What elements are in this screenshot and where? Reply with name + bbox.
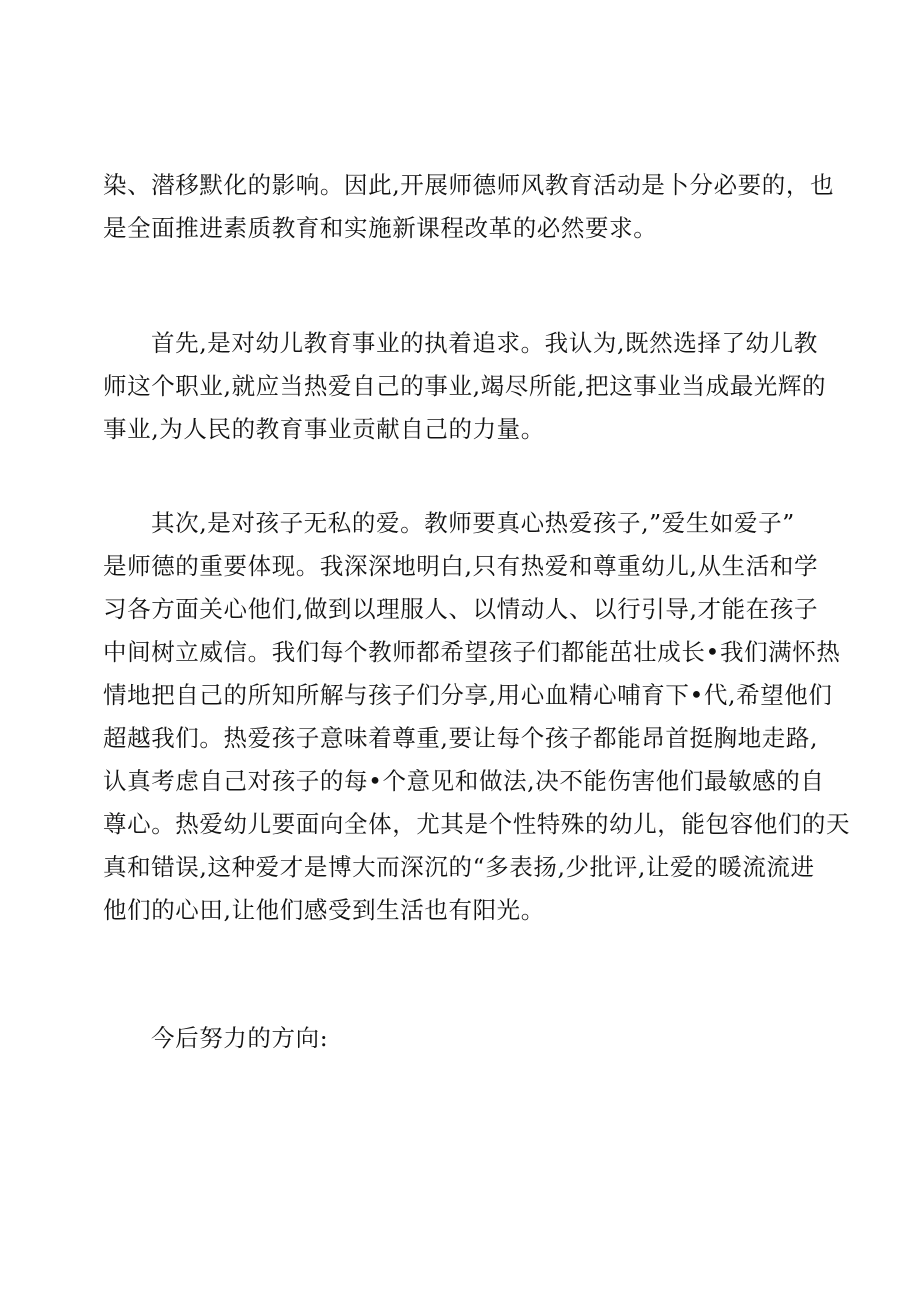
text-line: 习各方面关心他们,做到以理服人、以情动人、以行引导,才能在孩子 <box>103 595 819 623</box>
section-heading: 今后努力的方向: <box>151 1024 329 1052</box>
text-line: 是全面推进素质教育和实施新课程改革的必然要求。 <box>103 214 658 242</box>
text-line: 是师德的重要体现。我深深地明白,只有热爱和尊重幼儿,从生活和学 <box>103 552 819 580</box>
text-line: 情地把自己的所知所解与孩子们分享,用心血精心哺育下•代,希望他们 <box>103 681 833 709</box>
text-line: 染、潜移默化的影响。因此,开展师德师风教育活动是卜分必要的，也 <box>103 171 835 199</box>
text-line: 认真考虑自己对孩子的每•个意见和做法,决不能伤害他们最敏感的自 <box>103 767 825 795</box>
text-line: 尊心。热爱幼儿要面向全体，尤其是个性特殊的幼儿，能包容他们的天 <box>103 810 851 838</box>
text-line: 真和错误,这种爱才是博大而深沉的“多表扬,少批评,让爱的暖流流进 <box>103 853 815 881</box>
text-line: 首先,是对幼儿教育事业的执着追求。我认为,既然选择了幼儿教 <box>151 329 818 357</box>
text-line: 师这个职业,就应当热爱自己的事业,竭尽所能,把这事业当成最光辉的 <box>103 372 827 400</box>
text-line: 他们的心田,让他们感受到生活也有阳光。 <box>103 896 545 924</box>
paragraph-2 <box>103 322 827 451</box>
text-line: 超越我们。热爱孩子意味着尊重,要让每个孩子都能昂首挺胸地走路, <box>103 724 819 752</box>
paragraph-4 <box>103 1017 823 1060</box>
text-line: 其次,是对孩子无私的爱。教师要真心热爱孩子,”爱生如爱子” <box>151 509 795 537</box>
paragraph-1 <box>103 164 835 250</box>
text-line: 中间树立威信。我们每个教师都希望孩子们都能茁壮成长•我们满怀热 <box>103 638 841 666</box>
paragraph-3 <box>103 502 851 932</box>
text-line: 事业,为人民的教育事业贡献自己的力量。 <box>103 415 545 443</box>
